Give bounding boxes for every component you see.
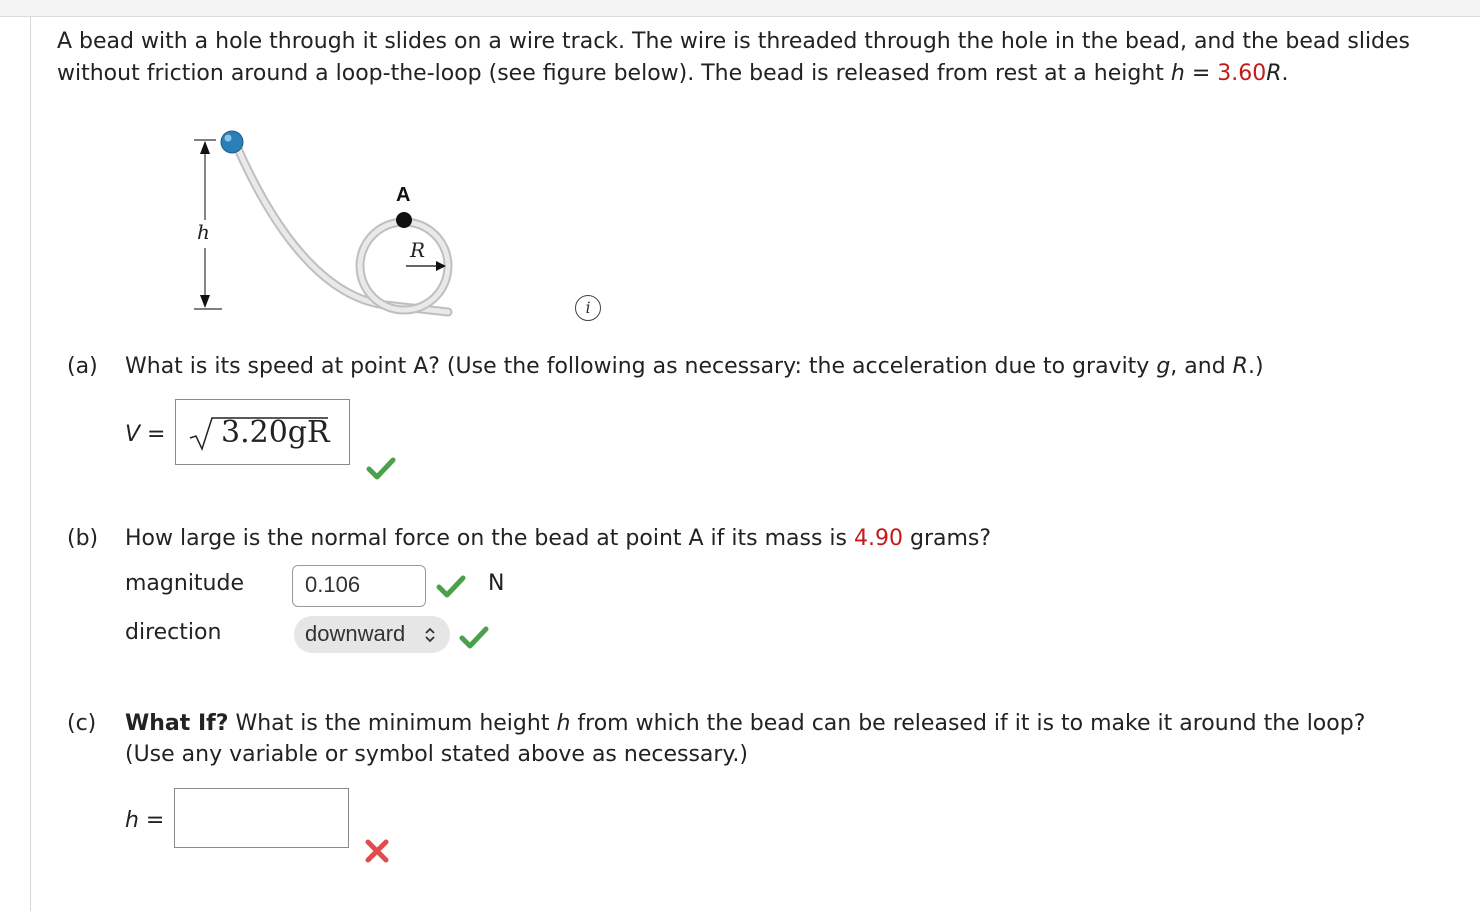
part-b-question: How large is the normal force on the bead at point A if its mass is 4.90 grams? xyxy=(125,526,992,551)
cross-icon xyxy=(364,838,390,864)
direction-label: direction xyxy=(125,620,222,645)
check-icon xyxy=(366,456,396,480)
info-icon[interactable]: i xyxy=(575,295,601,321)
figure-label-a: A xyxy=(396,184,411,206)
part-a-answer-field[interactable] xyxy=(175,399,350,465)
check-icon xyxy=(459,625,489,649)
point-a-marker xyxy=(396,212,412,228)
part-c-answer-field[interactable] xyxy=(174,788,349,848)
part-a-answer-value: 3.20gR xyxy=(221,415,330,450)
loop-the-loop-figure xyxy=(180,120,480,325)
figure-label-h: h xyxy=(197,220,210,244)
arrowhead-down xyxy=(200,295,210,308)
given-height-value: 3.60 xyxy=(1217,61,1267,86)
part-a-var-label: V = xyxy=(125,422,166,447)
part-a-question: What is its speed at point A? (Use the following as necessary: the acceleration due to gravity g, and R.) xyxy=(125,354,1264,379)
top-bar xyxy=(0,0,1480,17)
given-mass-value: 4.90 xyxy=(854,526,903,551)
part-a-tag: (a) xyxy=(67,354,98,379)
part-c-question-line2: (Use any variable or symbol stated above as necessary.) xyxy=(125,742,748,767)
part-c-tag: (c) xyxy=(67,711,97,736)
magnitude-label: magnitude xyxy=(125,571,245,596)
problem-text-line2: without friction around a loop-the-loop (see figure below). The bead is released from rest at a height h = 3.60R. xyxy=(57,61,1289,86)
part-c-var-label: h = xyxy=(125,808,165,833)
check-icon xyxy=(436,574,466,598)
magnitude-unit: N xyxy=(488,571,505,596)
magnitude-input[interactable]: 0.106 xyxy=(292,565,426,607)
figure-label-r: R xyxy=(410,238,426,262)
part-c-question-line1: What If? What is the minimum height h from which the bead can be released if it is to make it around the loop? xyxy=(125,711,1366,736)
direction-select[interactable]: downward xyxy=(294,616,450,653)
left-divider xyxy=(30,16,31,911)
problem-text-line1: A bead with a hole through it slides on a wire track. The wire is threaded through the hole in the bead, and the bead slides xyxy=(57,29,1411,54)
part-b-tag: (b) xyxy=(67,526,99,551)
updown-chevron-icon xyxy=(424,627,436,643)
bead-icon xyxy=(221,131,243,153)
arrowhead-up xyxy=(200,141,210,154)
